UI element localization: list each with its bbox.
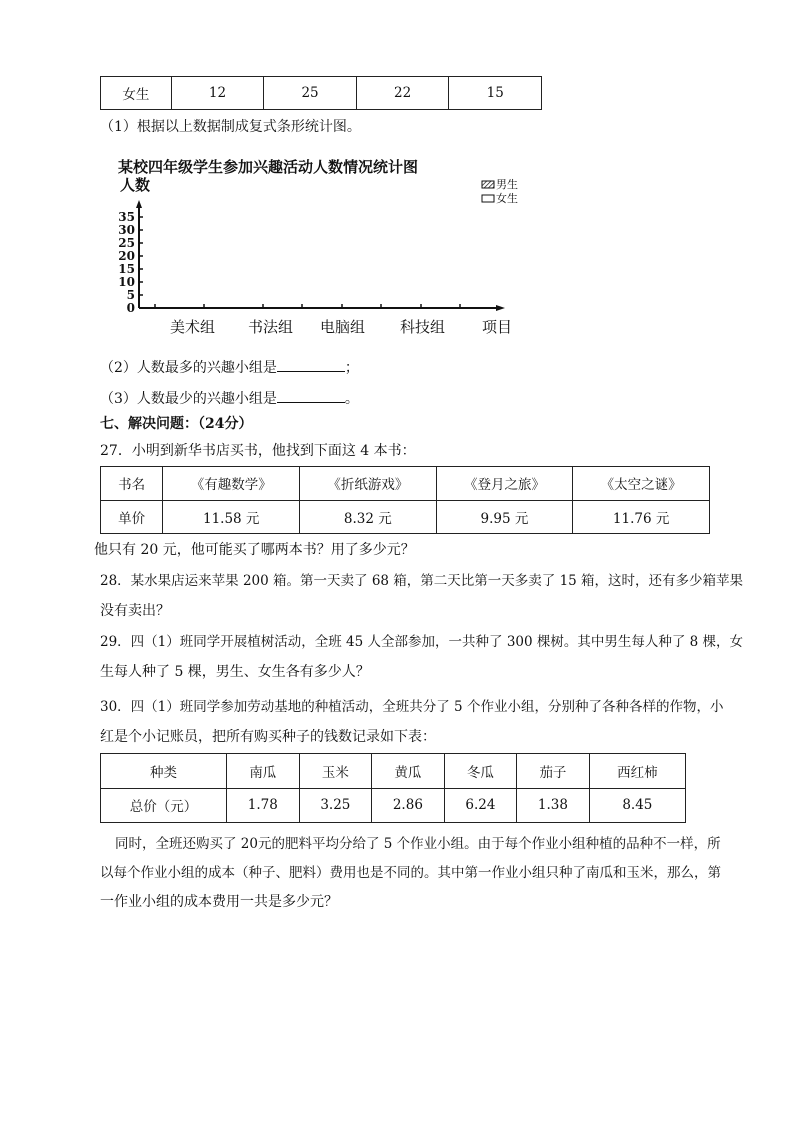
y-axis-label: 人数 (120, 176, 151, 194)
bar-chart (110, 150, 540, 340)
kind-label: 种类 (101, 754, 227, 789)
x-tick-label: 书法组 (248, 318, 294, 336)
legend-label-girls: 女生 (496, 192, 518, 205)
book-price: 11.76 元 (573, 500, 710, 534)
table-row (101, 788, 686, 823)
y-tick-label: 15 (118, 262, 135, 276)
seed-kind: 茄子 (517, 754, 590, 789)
seed-kind: 西红柿 (589, 754, 685, 789)
y-axis-arrow (136, 200, 142, 208)
price-label: 单价 (101, 500, 163, 534)
legend-label-boys: 男生 (496, 178, 518, 191)
legend (482, 177, 518, 205)
book-name: 《登月之旅》 (436, 467, 573, 501)
q29-line2: 生每人种了 5 棵，男生、女生各有多少人？ (100, 664, 370, 680)
gender-count-table (100, 76, 542, 110)
y-tick-label: 10 (118, 275, 135, 289)
y-tick-label: 5 (126, 288, 135, 302)
q30-para3: 一作业小组的成本费用一共是多少元？ (100, 894, 338, 910)
header-label: 书名 (101, 467, 163, 501)
x-tick-label: 科技组 (400, 318, 446, 336)
table-row (101, 467, 710, 501)
book-name: 《有趣数学》 (163, 467, 300, 501)
row-label: 女生 (101, 77, 172, 110)
book-name: 《太空之谜》 (573, 467, 710, 501)
book-price: 9.95 元 (436, 500, 573, 534)
y-tick-label: 25 (118, 236, 135, 250)
q26-part2-text: （2）人数最多的兴趣小组是 (100, 360, 277, 376)
q26-part3-suffix: 。 (344, 391, 359, 407)
book-price-table (100, 466, 710, 534)
q30-para2: 以每个作业小组的成本（种子、肥料）费用也是不同的。其中第一作业小组只种了南瓜和玉米，那么，第 (100, 865, 721, 881)
book-price: 8.32 元 (300, 500, 437, 534)
seed-total: 2.86 (372, 788, 445, 823)
chart-title: 某校四年级学生参加兴趣活动人数情况统计图 (118, 158, 419, 176)
y-tick-label: 20 (118, 249, 135, 263)
book-price: 11.58 元 (163, 500, 300, 534)
seed-kind: 南瓜 (227, 754, 300, 789)
q27-question: 他只有 20 元，他可能买了哪两本书？用了多少元？ (94, 542, 415, 558)
seed-total: 3.25 (299, 788, 372, 823)
answer-blank-least[interactable] (277, 388, 345, 403)
q27-text: 27．小明到新华书店买书，他找到下面这 4 本书： (100, 443, 416, 459)
seed-kind: 冬瓜 (444, 754, 517, 789)
q26-part2-suffix: ； (344, 360, 359, 376)
x-axis-arrow (496, 305, 505, 311)
table-row (101, 77, 542, 110)
seed-total: 8.45 (589, 788, 685, 823)
y-tick-label: 35 (118, 210, 135, 224)
x-axis-label: 项目 (482, 318, 513, 336)
x-tick-label: 电脑组 (320, 318, 366, 336)
seed-kind: 玉米 (299, 754, 372, 789)
seed-total: 1.78 (227, 788, 300, 823)
book-name: 《折纸游戏》 (300, 467, 437, 501)
legend-swatch-boys (482, 181, 494, 188)
q26-part1: （1）根据以上数据制成复式条形统计图。 (100, 119, 361, 135)
answer-blank-most[interactable] (277, 357, 345, 372)
seed-kind: 黄瓜 (372, 754, 445, 789)
table-row (101, 500, 710, 534)
q30-para1: 同时，全班还购买了 20元的肥料平均分给了 5 个作业小组。由于每个作业小组种植的品种不一样，所 (115, 836, 721, 852)
table-cell: 25 (264, 77, 357, 110)
q28-line2: 没有卖出？ (100, 603, 170, 619)
q30-line2: 红是个小记账员，把所有购买种子的钱数记录如下表： (100, 729, 436, 745)
seed-total: 1.38 (517, 788, 590, 823)
q29-line1: 29．四（1）班同学开展植树活动，全班 45 人全部参加，一共种了 300 棵树。其中男生每人种了 8 棵，女 (100, 634, 744, 650)
y-tick-label: 30 (118, 223, 135, 237)
table-row (101, 754, 686, 789)
table-cell: 22 (356, 77, 449, 110)
q26-part3-text: （3）人数最少的兴趣小组是 (100, 391, 277, 407)
legend-swatch-girls (482, 195, 494, 202)
y-tick-label: 0 (126, 301, 135, 315)
table-cell: 12 (171, 77, 264, 110)
q26-part2 (100, 357, 359, 378)
seed-price-table (100, 753, 686, 823)
table-cell: 15 (449, 77, 542, 110)
section7-title: 七、解决问题：（24分） (100, 416, 253, 432)
total-label: 总价（元） (101, 788, 227, 823)
x-tick-label: 美术组 (170, 318, 216, 336)
q30-line1: 30．四（1）班同学参加劳动基地的种植活动，全班共分了 5 个作业小组，分别种了各种各样的作物，小 (100, 699, 724, 715)
q28-line1: 28．某水果店运来苹果 200 箱。第一天卖了 68 箱，第二天比第一天多卖了 15 箱，这时，还有多少箱苹果 (100, 573, 744, 589)
q26-part3 (100, 388, 359, 409)
seed-total: 6.24 (444, 788, 517, 823)
